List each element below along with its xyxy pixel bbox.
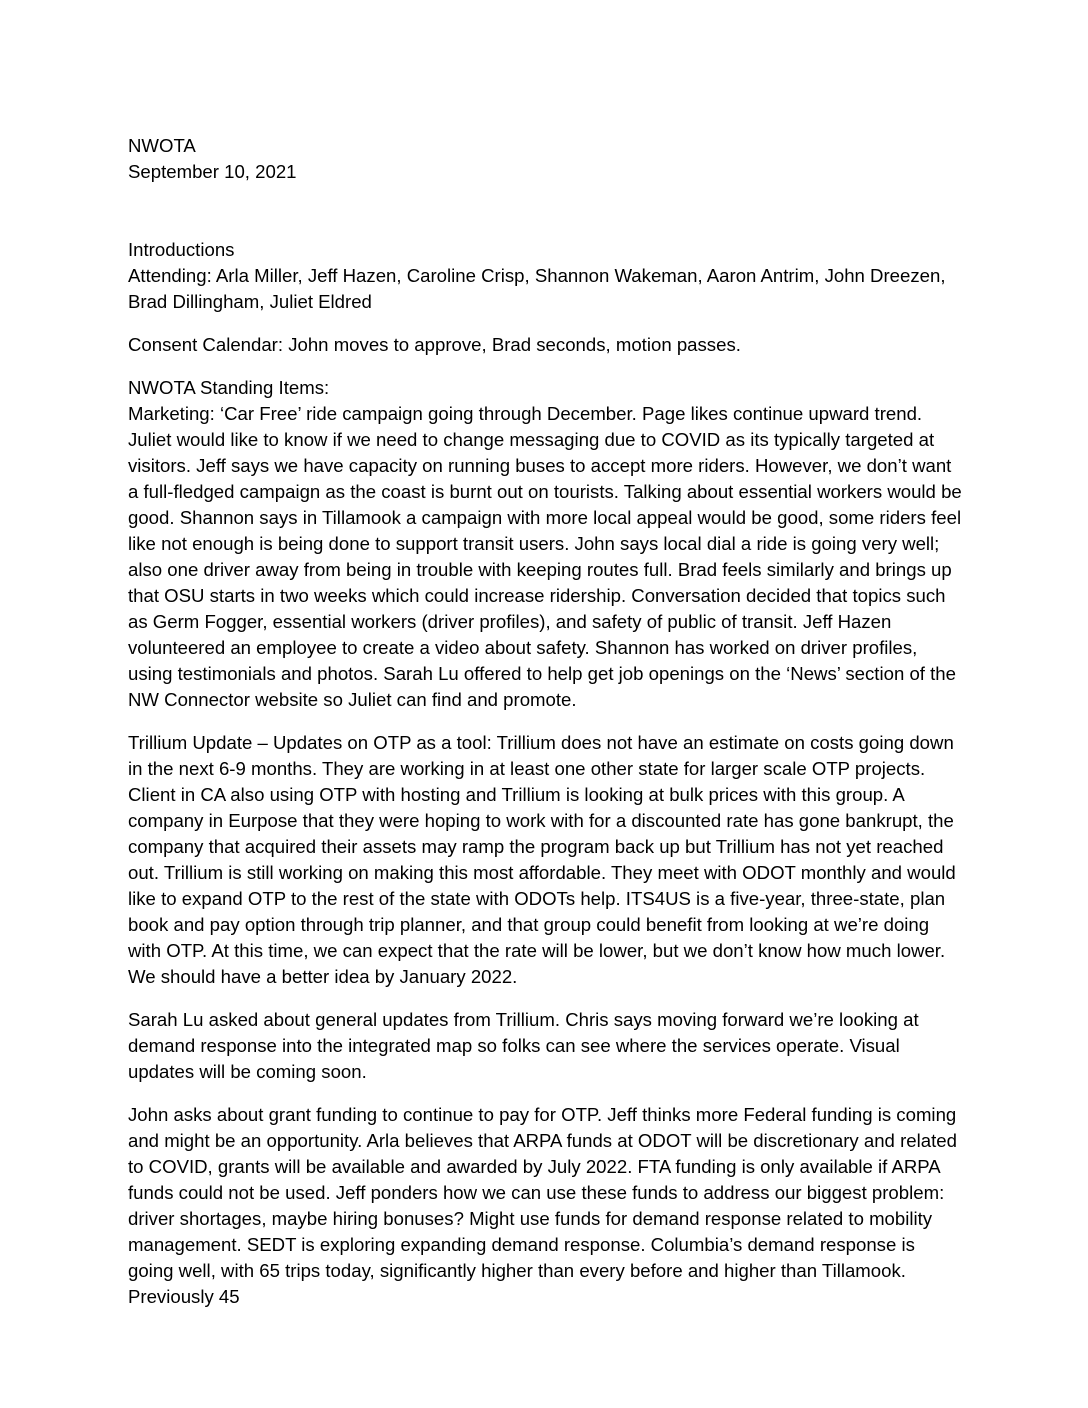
consent-calendar-text: Consent Calendar: John moves to approve, Brad seconds, motion passes. bbox=[128, 334, 741, 355]
paragraph-grant-funding bbox=[128, 1102, 963, 1310]
paragraph-trillium-general-updates bbox=[128, 1007, 963, 1085]
trillium-update-text: Trillium Update – Updates on OTP as a tool: Trillium does not have an estimate on costs going down in the next 6-9 months. They are working in at least one other state for larger scale OTP projects. Client in CA also using OTP with hosting and Trillium is looking at bulk prices with this group. A company in Eurpose that they were hoping to work with for a discounted rate has gone bankrupt, the company that acquired their assets may ramp the program back up but Trillium has not yet reached out. Trillium is still working on making this most affordable. They meet with ODOT monthly and would like to expand OTP to the rest of the state with ODOTs help. ITS4US is a five-year, three-state, plan book and pay option through trip planner, and that group could benefit from looking at we’re doing with OTP. At this time, we can expect that the rate will be lower, but we don’t know how much lower. We should have a better idea by January 2022. bbox=[128, 732, 956, 987]
standing-items-heading: NWOTA Standing Items: bbox=[128, 377, 330, 398]
doc-header bbox=[128, 133, 963, 185]
paragraph-consent-calendar bbox=[128, 332, 963, 358]
trillium-general-text: Sarah Lu asked about general updates from Trillium. Chris says moving forward we’re looking at demand response into the integrated map so folks can see where the services operate. Visual updates will be coming soon. bbox=[128, 1009, 919, 1082]
paragraph-trillium-update bbox=[128, 730, 963, 990]
doc-title: NWOTA bbox=[128, 135, 196, 156]
section-introductions bbox=[128, 237, 963, 315]
blank-lines bbox=[128, 185, 963, 237]
doc-date: September 10, 2021 bbox=[128, 161, 297, 182]
section-standing-items bbox=[128, 375, 963, 713]
marketing-text: Marketing: ‘Car Free’ ride campaign going through December. Page likes continue upward trend. Juliet would like to know if we need to change messaging due to COVID as its typically targeted at visitors. Jeff says we have capacity on running buses to accept more riders. However, we don’t want a full-fledged campaign as the coast is burnt out on tourists. Talking about essential workers would be good. Shannon says in Tillamook a campaign with more local appeal would be good, some riders feel like not enough is being done to support transit users. John says local dial a ride is going very well; also one driver away from being in trouble with keeping routes full. Brad feels similarly and brings up that OSU starts in two weeks which could increase ridership. Conversation decided that topics such as Germ Fogger, essential workers (driver profiles), and safety of public of transit. Jeff Hazen volunteered an employee to create a video about safety. Shannon has worked on driver profiles, using testimonials and photos. Sarah Lu offered to help get job openings on the ‘News’ section of the NW Connector website so Juliet can find and promote. bbox=[128, 403, 962, 710]
introductions-heading: Introductions bbox=[128, 239, 235, 260]
attending-list: Attending: Arla Miller, Jeff Hazen, Caroline Crisp, Shannon Wakeman, Aaron Antrim, John Dreezen, Brad Dillingham, Juliet Eldred bbox=[128, 265, 946, 312]
grant-funding-text: John asks about grant funding to continue to pay for OTP. Jeff thinks more Federal funding is coming and might be an opportunity. Arla believes that ARPA funds at ODOT will be discretionary and related to COVID, grants will be available and awarded by July 2022. FTA funding is only available if ARPA funds could not be used. Jeff ponders how we can use these funds to address our biggest problem: driver shortages, maybe hiring bonuses? Might use funds for demand response related to mobility management. SEDT is exploring expanding demand response. Columbia’s demand response is going well, with 65 trips today, significantly higher than every before and higher than Tillamook. Previously 45 bbox=[128, 1104, 957, 1307]
